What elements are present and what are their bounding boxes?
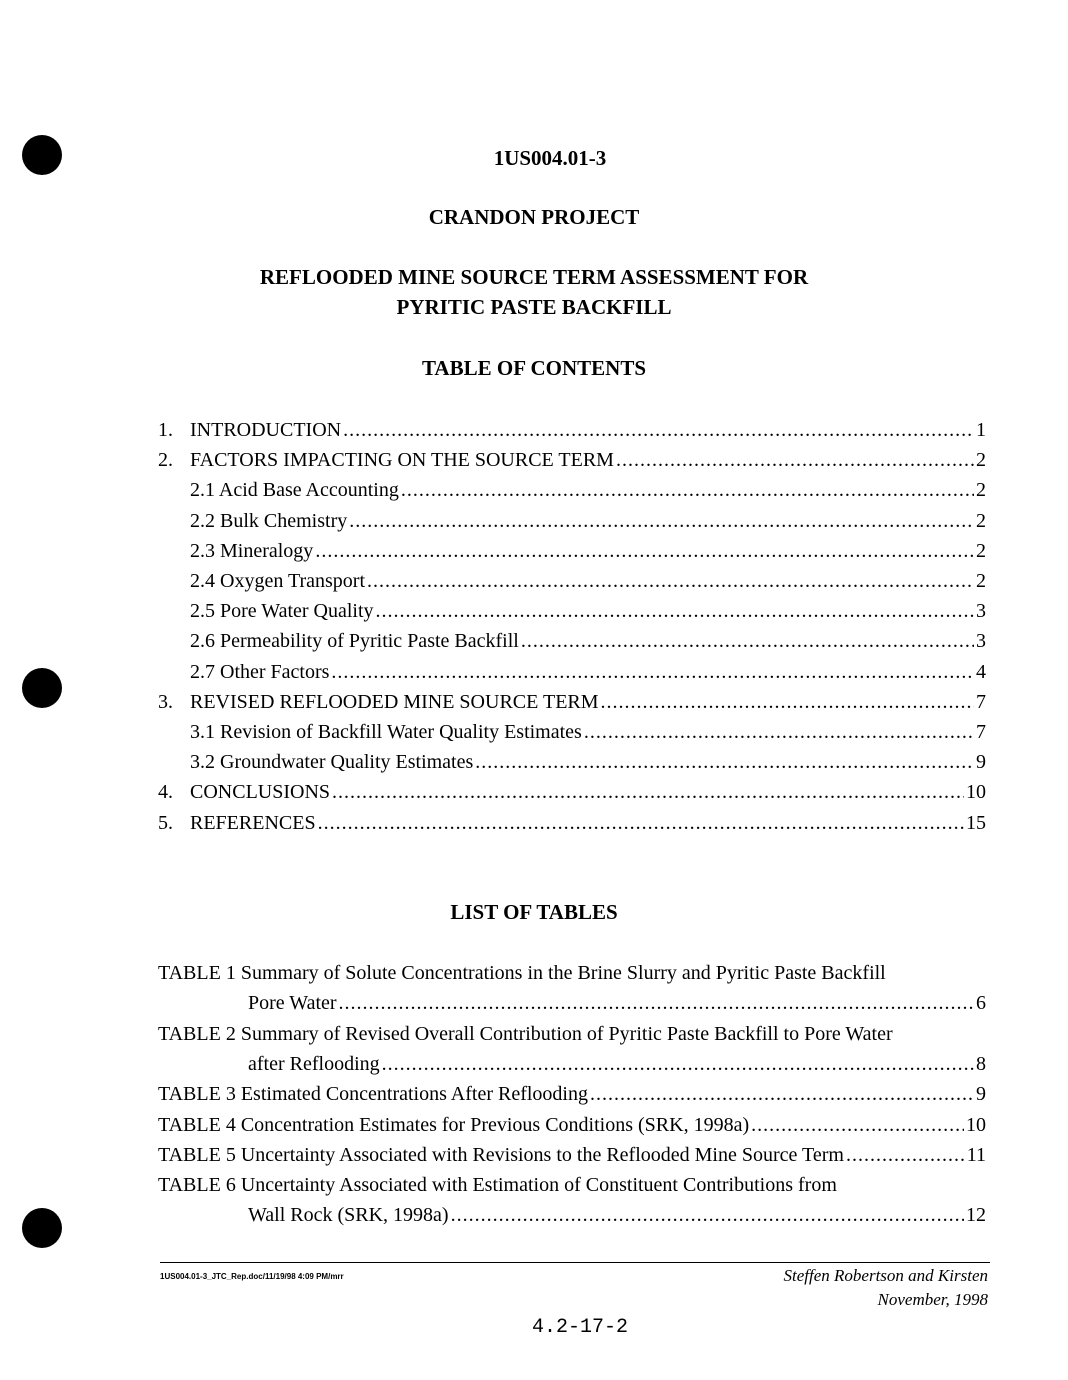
table-list-entry-title: TABLE 3 Estimated Concentrations After Reflooding — [158, 1083, 588, 1106]
dot-leader — [376, 598, 974, 624]
toc-entry — [190, 598, 986, 624]
page-code: 4.2-17-2 — [531, 1316, 628, 1339]
table-list-entry-continuation: after Reflooding — [248, 1052, 380, 1075]
dot-leader — [616, 447, 974, 473]
toc-entry-title: 2.2 Bulk Chemistry — [190, 509, 348, 532]
toc-entry — [158, 689, 986, 715]
toc-entry — [158, 779, 986, 805]
dot-leader — [343, 417, 974, 443]
toc-entry-page: 4 — [976, 660, 986, 683]
dot-leader — [331, 659, 974, 685]
dot-leader — [401, 477, 974, 503]
report-title-line1: REFLOODED MINE SOURCE TERM ASSESSMENT FOR — [259, 265, 809, 289]
toc-entry — [190, 477, 986, 503]
dot-leader — [590, 1081, 974, 1107]
table-list-entry-page: 11 — [966, 1143, 986, 1166]
table-list-entry-page: 12 — [966, 1204, 986, 1227]
table-list-entry-page: 9 — [976, 1083, 986, 1106]
toc-entry-page: 10 — [966, 781, 986, 804]
toc-entry-title: 3.1 Revision of Backfill Water Quality Estimates — [190, 721, 582, 743]
table-list-entry-continuation: Wall Rock (SRK, 1998a) — [248, 1204, 449, 1227]
toc-entry-page: 7 — [976, 690, 986, 713]
toc-entry — [190, 719, 986, 745]
toc-entry-page: 1 — [976, 419, 986, 441]
dot-leader — [846, 1142, 965, 1168]
dot-leader — [382, 1051, 974, 1077]
footer-date: November, 1998 — [877, 1290, 988, 1309]
toc-entry-page: 2 — [976, 479, 986, 502]
toc-entry-title: 2.3 Mineralogy — [190, 539, 314, 562]
table-list-entry-title: TABLE 6 Uncertainty Associated with Estimation of Constituent Contributions from — [158, 1174, 837, 1197]
toc-entry-title: 2.7 Other Factors — [190, 660, 330, 683]
footer-file-reference: 1US004.01-3_JTC_Rep.doc/11/19/98 4:09 PM/mrr — [160, 1272, 344, 1281]
dot-leader — [332, 779, 964, 805]
toc-entry-title: FACTORS IMPACTING ON THE SOURCE TERM — [190, 449, 614, 472]
table-list-entry-title: TABLE 5 Uncertainty Associated with Revisions to the Reflooded Mine Source Term — [158, 1143, 844, 1166]
list-of-tables-heading: LIST OF TABLES — [450, 900, 618, 924]
toc-entry-number: 1. — [158, 419, 173, 441]
toc-entry — [158, 417, 986, 443]
toc-entry-page: 2 — [976, 570, 986, 592]
table-list-entry-page: 10 — [966, 1113, 986, 1136]
dot-leader — [451, 1202, 964, 1228]
table-list-entry — [158, 1142, 986, 1168]
table-list-entry-title: TABLE 1 Summary of Solute Concentrations in the Brine Slurry and Pyritic Paste Backfill — [158, 962, 886, 984]
footer-rule — [160, 1262, 990, 1263]
toc-entry-title: 2.4 Oxygen Transport — [190, 570, 366, 592]
toc-entry-page: 7 — [976, 721, 986, 743]
footer-author: Steffen Robertson and Kirsten — [783, 1266, 988, 1285]
binder-hole-middle — [22, 668, 62, 708]
toc-entry-title: CONCLUSIONS — [190, 781, 331, 804]
table-list-entry — [158, 1112, 986, 1138]
toc-entry-title: 2.6 Permeability of Pyritic Paste Backfill — [190, 630, 519, 653]
toc-entry-number: 5. — [158, 811, 173, 834]
toc-entry — [190, 659, 986, 685]
dot-leader — [475, 749, 974, 775]
dot-leader — [601, 689, 974, 715]
toc-entry — [158, 810, 986, 836]
toc-entry-page: 2 — [976, 449, 986, 472]
toc-entry-title: 2.5 Pore Water Quality — [190, 600, 374, 623]
binder-hole-bottom — [22, 1208, 62, 1248]
toc-entry-page: 15 — [966, 811, 986, 834]
dot-leader — [751, 1112, 964, 1138]
toc-entry-title: 3.2 Groundwater Quality Estimates — [190, 751, 474, 774]
toc-entry-page: 3 — [976, 630, 986, 653]
toc-entry-number: 3. — [158, 690, 173, 713]
table-list-entry-page: 8 — [976, 1052, 986, 1075]
toc-entry — [190, 628, 986, 654]
toc-entry-number: 2. — [158, 449, 173, 472]
table-list-entry-title: TABLE 2 Summary of Revised Overall Contribution of Pyritic Paste Backfill to Pore Water — [158, 1022, 893, 1045]
toc-entry-page: 3 — [976, 600, 986, 623]
project-name: CRANDON PROJECT — [428, 205, 640, 229]
toc-entry — [190, 508, 986, 534]
toc-entry-number: 4. — [158, 781, 173, 804]
table-list-entry-continuation: Pore Water — [248, 992, 337, 1015]
toc-entry-page: 2 — [976, 509, 986, 532]
toc-entry-title: INTRODUCTION — [190, 419, 342, 441]
document-number: 1US004.01-3 — [493, 146, 607, 170]
toc-entry-title: 2.1 Acid Base Accounting — [190, 479, 399, 502]
dot-leader — [349, 508, 974, 534]
table-list-entry — [248, 990, 986, 1016]
toc-heading: TABLE OF CONTENTS — [421, 356, 647, 380]
table-list-entry-page: 6 — [976, 992, 986, 1015]
toc-entry-title: REVISED REFLOODED MINE SOURCE TERM — [190, 690, 599, 713]
dot-leader — [315, 538, 974, 564]
dot-leader — [339, 990, 974, 1016]
toc-entry-page: 9 — [976, 751, 986, 774]
toc-entry — [190, 538, 986, 564]
dot-leader — [521, 628, 974, 654]
table-list-entry — [248, 1051, 986, 1077]
table-list-entry — [158, 1081, 986, 1107]
dot-leader — [318, 810, 964, 836]
dot-leader — [584, 719, 974, 745]
report-title-line2: PYRITIC PASTE BACKFILL — [396, 295, 672, 319]
toc-entry-title: REFERENCES — [190, 811, 316, 834]
toc-entry — [190, 568, 986, 594]
toc-entry — [190, 749, 986, 775]
toc-entry — [158, 447, 986, 473]
table-list-entry-title: TABLE 4 Concentration Estimates for Previous Conditions (SRK, 1998a) — [158, 1113, 750, 1136]
table-list-entry — [248, 1202, 986, 1228]
dot-leader — [367, 568, 974, 594]
toc-entry-page: 2 — [976, 539, 986, 562]
